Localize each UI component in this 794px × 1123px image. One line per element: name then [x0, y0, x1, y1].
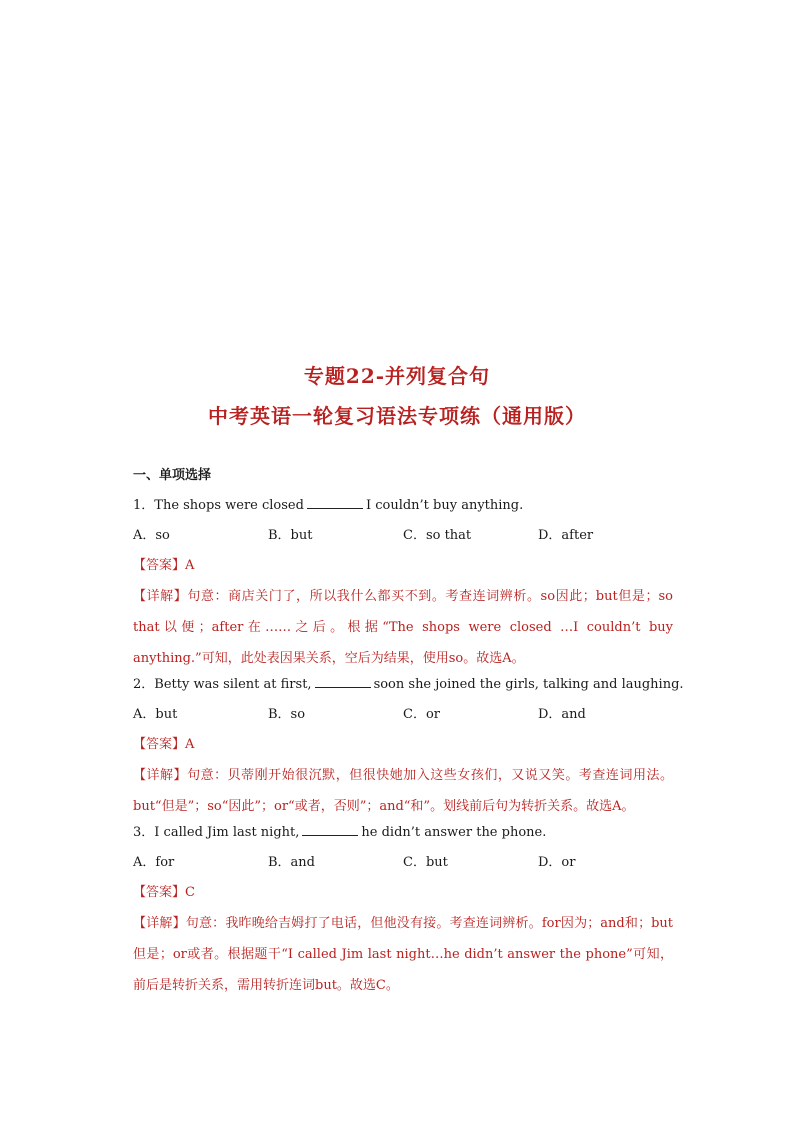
explanation — [133, 760, 673, 822]
explanation — [133, 908, 673, 1001]
question-stem-end: he didn’t answer the phone. — [361, 825, 547, 840]
option-c: C．or — [403, 707, 440, 722]
explanation-text: 句意：贝蒂刚开始很沉默，但很快她加入这些女孩们，又说又笑。考查连词用法。but“但是”；so“因此”；or“或者，否则”；and“和”。划线前后句为转折关系。故选A。 — [133, 768, 673, 814]
answer-label: 【答案】 — [133, 885, 186, 900]
option-d: D．or — [538, 855, 576, 870]
options-row — [133, 705, 673, 725]
answer-label: 【答案】 — [133, 558, 186, 573]
answer-blank — [315, 675, 371, 688]
option-c: C．but — [403, 855, 448, 870]
question-stem — [133, 675, 684, 695]
option-b: B．and — [268, 855, 315, 870]
option-a: A．so — [133, 528, 170, 543]
question-stem-start: 1．The shops were closed — [133, 498, 304, 513]
question-stem-end: soon she joined the girls, talking and laughing. — [373, 677, 684, 692]
question-stem-end: I couldn’t buy anything. — [365, 498, 524, 513]
answer-value: A — [185, 558, 195, 573]
section-heading: 一、单项选择 — [133, 468, 212, 483]
answer-value: A — [185, 737, 195, 752]
explanation-label: 【详解】 — [133, 589, 188, 604]
page-title: 专题22-并列复合句 — [303, 364, 491, 388]
options-row — [133, 853, 673, 873]
explanation-label: 【详解】 — [133, 768, 188, 783]
answer-line — [133, 883, 673, 903]
question-stem — [133, 496, 673, 516]
answer-label: 【答案】 — [133, 737, 186, 752]
question-stem — [133, 823, 673, 843]
option-d: D．and — [538, 707, 586, 722]
option-a: A．but — [133, 707, 178, 722]
options-row — [133, 526, 673, 546]
question-stem-start: 2．Betty was silent at first, — [133, 677, 312, 692]
question-stem-start: 3．I called Jim last night, — [133, 825, 300, 840]
option-b: B．so — [268, 707, 306, 722]
option-c: C．so that — [403, 528, 472, 543]
answer-blank — [302, 823, 358, 836]
answer-line — [133, 735, 673, 755]
answer-blank — [307, 496, 363, 509]
answer-value: C — [185, 885, 195, 900]
answer-line — [133, 556, 673, 576]
explanation — [133, 581, 673, 674]
explanation-text: 句意：我昨晚给吉姆打了电话，但他没有接。考查连词辨析。for因为；and和；but但是；or或者。根据题干“I called Jim last night…he didn’t answer the phone”可知，前后是转折关系，需用转折连词but。故选C。 — [133, 916, 673, 993]
explanation-text: 句意：商店关门了，所以我什么都买不到。考查连词辨析。so因此；but但是；so that以便；after在……之后。根据“The shops were closed …I couldn’t buy anything.”可知，此处表因果关系，空后为结果，使用so。故选A。 — [133, 589, 673, 666]
exercise-content — [133, 466, 684, 1002]
page-subtitle: 中考英语一轮复习语法专项练（通用版） — [208, 404, 586, 428]
option-a: A．for — [133, 855, 175, 870]
explanation-label: 【详解】 — [133, 916, 186, 931]
option-d: D．after — [538, 528, 594, 543]
option-b: B．but — [268, 528, 313, 543]
